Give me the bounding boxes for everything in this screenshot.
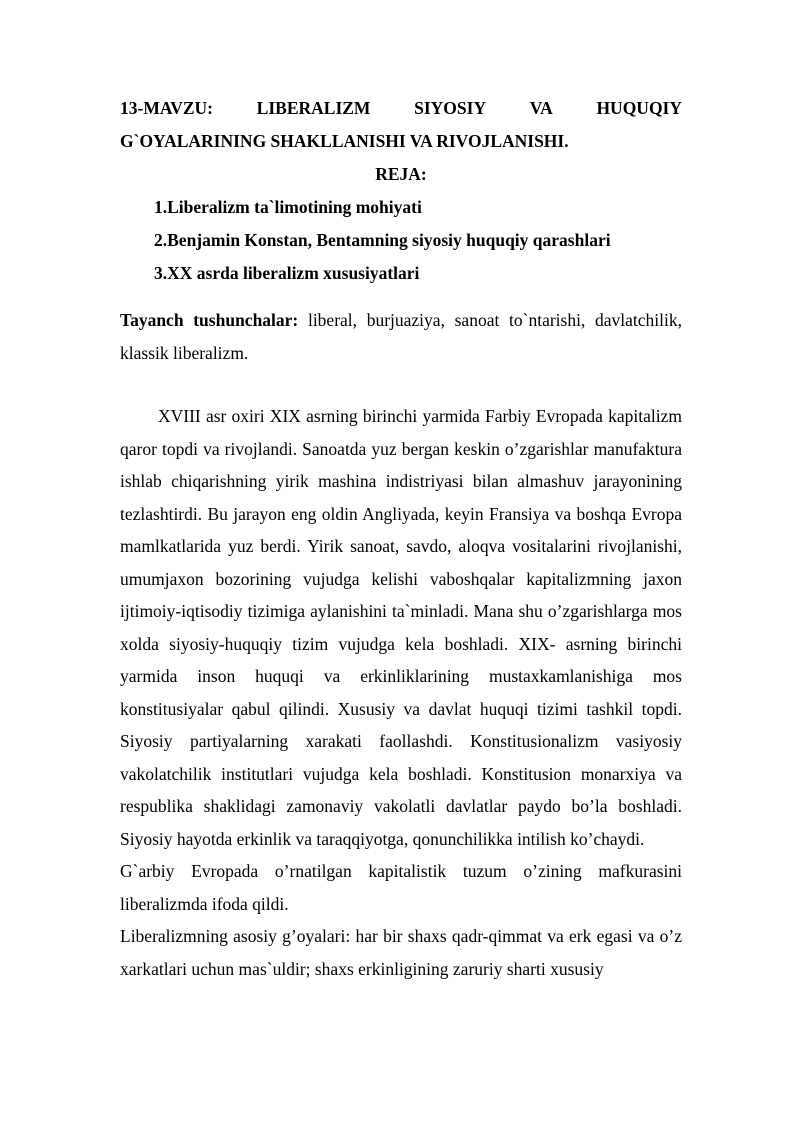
title-word: 13-MAVZU: [120,98,214,118]
document-page [120,92,682,985]
body-paragraph: G`arbiy Evropada o’rnatilgan kapitalistik tuzum o’zining mafkurasini liberalizmda ifoda qildi. [120,861,682,914]
plan-item: 2.Benjamin Konstan, Bentamning siyosiy huquqiy qarashlari [154,230,611,250]
plan-heading: REJA: [375,164,427,184]
body-paragraph: Liberalizmning asosiy g’oyalari: har bir shaxs qadr-qimmat va erk egasi va o’z xarkatlari uchun mas`uldir; shaxs erkinligining zaruriy sharti xususiy [120,926,682,979]
body-paragraph: XVIII asr oxiri XIX asrning birinchi yarmida Farbiy Evropada kapitalizm qaror topdi va rivojlandi. Sanoatda yuz bergan keskin o’zgarishlar manufaktura ishlab chiqarishning yirik mashina indistriyasi bilan almashuv jarayonining tezlashtirdi. Bu jarayon eng oldin Angliyada, keyin Fransiya va boshqa Evropa mamlkatlarida yuz berdi. Yirik sanoat, savdo, aloqva vositalarini rivojlanishi, umumjaxon bozorining vujudga kelishi vaboshqalar kapitalizmning jaxon ijtimoiy-iqtisodiy tizimiga aylanishini ta`minladi. Mana shu o’zgarishlarga mos xolda siyosiy-huquqiy tizim vujudga kela boshladi. XIX- asrning birinchi yarmida inson huquqi va erkinliklarining mustaxkamlanishiga mos konstitusiyalar qabul qilindi. Xususiy va davlat huquqi tizimi tashkil topdi. Siyosiy partiyalarning xarakati faollashdi. Konstitusionalizm vasiyosiy vakolatchilik institutlari vujudga kela boshladi. Konstitusion monarxiya va respublika shaklidagi zamonaviy vakolatli davlatlar paydo bo’la boshladi. Siyosiy hayotda erkinlik va taraqqiyotga, qonunchilikka intilish ko’chaydi. [120,406,682,849]
plan-item: 1.Liberalizm ta`limotining mohiyati [154,197,422,217]
topic-title [120,92,682,158]
title-word: HUQUQIY [596,98,682,118]
key-concepts [120,304,682,370]
title-word: SIYOSIY [414,98,487,118]
body-text [120,400,682,985]
title-word: VA [529,98,553,118]
key-concepts-text: liberal, burjuaziya, sanoat to`ntarishi, davlatchilik, klassik liberalizm. [120,310,682,363]
plan-list [120,191,682,290]
topic-title-line-2: G`OYALARINING SHAKLLANISHI VA RIVOJLANISHI. [120,131,569,151]
plan-item: 3.XX asrda liberalizm xususiyatlari [154,263,420,283]
key-concepts-label: Tayanch tushunchalar: [120,310,299,330]
topic-title-line-1 [120,92,682,125]
title-word: LIBERALIZM [256,98,371,118]
